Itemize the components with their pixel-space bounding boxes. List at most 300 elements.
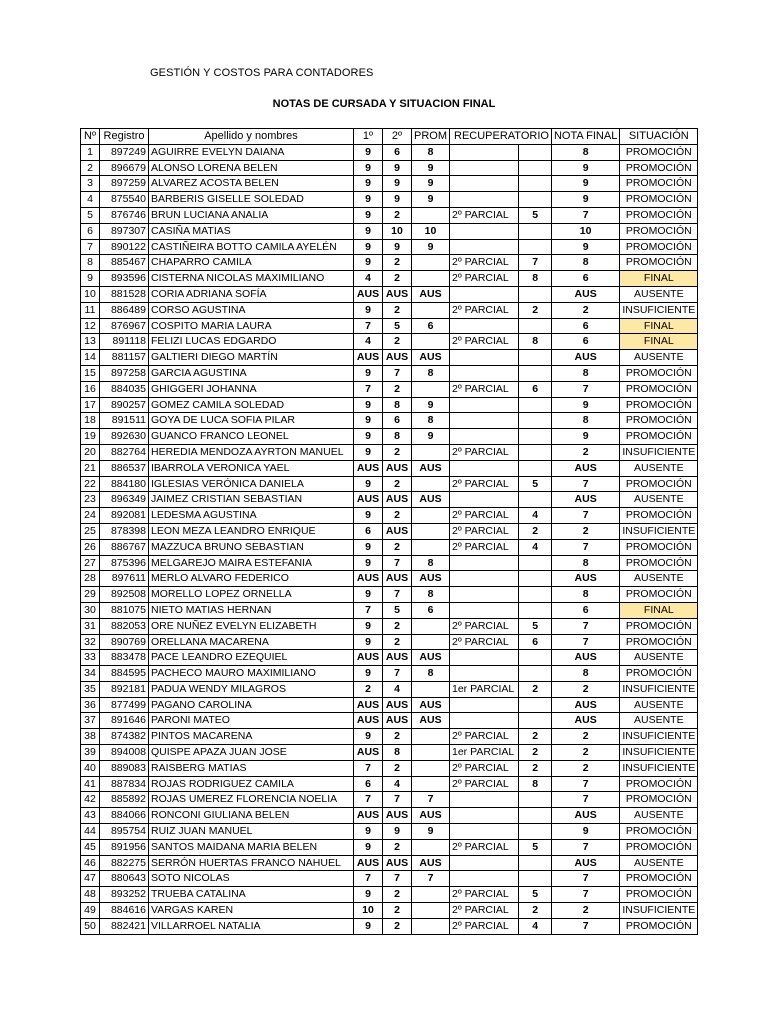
cell-recuperatorio-grade <box>519 666 552 682</box>
cell-prom: 8 <box>412 555 450 571</box>
cell-name: GALTIERI DIEGO MARTÍN <box>149 350 354 366</box>
cell-situacion: PROMOCIÓN <box>620 666 698 682</box>
cell-nota-final: 6 <box>551 318 619 334</box>
cell-name: GUANCO FRANCO LEONEL <box>149 429 354 445</box>
cell-registro: 891646 <box>100 713 149 729</box>
cell-registro: 874382 <box>100 729 149 745</box>
cell-recuperatorio-grade: 2 <box>519 745 552 761</box>
cell-second-grade: 2 <box>383 444 412 460</box>
cell-name: FELIZI LUCAS EDGARDO <box>149 334 354 350</box>
cell-second-grade: AUS <box>383 286 412 302</box>
cell-prom <box>412 444 450 460</box>
cell-situacion: PROMOCIÓN <box>620 824 698 840</box>
cell-first-grade: 9 <box>354 839 383 855</box>
header-registro: Registro <box>100 129 149 145</box>
cell-prom: 8 <box>412 666 450 682</box>
cell-prom: AUS <box>412 713 450 729</box>
cell-prom: 8 <box>412 365 450 381</box>
cell-recuperatorio: 2º PARCIAL <box>450 618 519 634</box>
table-row <box>81 855 698 871</box>
cell-registro: 893596 <box>100 271 149 287</box>
header-first-grade: 1º <box>354 129 383 145</box>
cell-prom <box>412 207 450 223</box>
cell-prom: 9 <box>412 160 450 176</box>
cell-registro: 881157 <box>100 350 149 366</box>
cell-situacion: FINAL <box>620 602 698 618</box>
cell-name: MELGAREJO MAIRA ESTEFANIA <box>149 555 354 571</box>
cell-recuperatorio-grade: 8 <box>519 271 552 287</box>
cell-nota-final: AUS <box>551 492 619 508</box>
cell-nota-final: 8 <box>551 555 619 571</box>
cell-name: CHAPARRO CAMILA <box>149 255 354 271</box>
cell-prom: 7 <box>412 792 450 808</box>
cell-recuperatorio <box>450 192 519 208</box>
cell-nota-final: 8 <box>551 255 619 271</box>
cell-recuperatorio <box>450 713 519 729</box>
cell-nota-final: 9 <box>551 429 619 445</box>
cell-recuperatorio: 2º PARCIAL <box>450 508 519 524</box>
cell-registro: 876746 <box>100 207 149 223</box>
cell-prom <box>412 681 450 697</box>
cell-prom <box>412 729 450 745</box>
cell-second-grade: 7 <box>383 555 412 571</box>
cell-recuperatorio-grade: 5 <box>519 618 552 634</box>
cell-registro: 883478 <box>100 650 149 666</box>
cell-second-grade: 4 <box>383 681 412 697</box>
cell-registro: 892181 <box>100 681 149 697</box>
cell-prom <box>412 776 450 792</box>
cell-second-grade: 9 <box>383 239 412 255</box>
cell-second-grade: 2 <box>383 539 412 555</box>
cell-number: 25 <box>81 523 100 539</box>
cell-nota-final: AUS <box>551 350 619 366</box>
cell-second-grade: 10 <box>383 223 412 239</box>
cell-first-grade: 2 <box>354 681 383 697</box>
cell-second-grade: 2 <box>383 508 412 524</box>
cell-number: 15 <box>81 365 100 381</box>
cell-second-grade: 5 <box>383 602 412 618</box>
cell-recuperatorio-grade: 4 <box>519 539 552 555</box>
cell-recuperatorio: 2º PARCIAL <box>450 444 519 460</box>
cell-recuperatorio: 2º PARCIAL <box>450 255 519 271</box>
table-row <box>81 207 698 223</box>
table-row <box>81 239 698 255</box>
cell-nota-final: 7 <box>551 207 619 223</box>
cell-prom <box>412 903 450 919</box>
cell-number: 8 <box>81 255 100 271</box>
cell-situacion: INSUFICIENTE <box>620 729 698 745</box>
cell-second-grade: 2 <box>383 634 412 650</box>
cell-situacion: FINAL <box>620 318 698 334</box>
cell-number: 21 <box>81 460 100 476</box>
cell-recuperatorio <box>450 602 519 618</box>
cell-registro: 878398 <box>100 523 149 539</box>
cell-number: 50 <box>81 918 100 934</box>
cell-number: 6 <box>81 223 100 239</box>
cell-recuperatorio <box>450 855 519 871</box>
cell-first-grade: 9 <box>354 207 383 223</box>
cell-nota-final: 7 <box>551 476 619 492</box>
cell-nota-final: 10 <box>551 223 619 239</box>
cell-recuperatorio <box>450 666 519 682</box>
cell-number: 10 <box>81 286 100 302</box>
table-row <box>81 918 698 934</box>
cell-second-grade: 8 <box>383 429 412 445</box>
header-nota-final: NOTA FINAL <box>551 129 619 145</box>
cell-recuperatorio-grade <box>519 555 552 571</box>
cell-first-grade: 9 <box>354 255 383 271</box>
cell-situacion: PROMOCIÓN <box>620 634 698 650</box>
cell-registro: 889083 <box>100 760 149 776</box>
cell-number: 18 <box>81 413 100 429</box>
cell-situacion: PROMOCIÓN <box>620 413 698 429</box>
cell-situacion: INSUFICIENTE <box>620 681 698 697</box>
cell-situacion: AUSENTE <box>620 650 698 666</box>
cell-prom <box>412 887 450 903</box>
cell-recuperatorio-grade <box>519 602 552 618</box>
cell-nota-final: AUS <box>551 650 619 666</box>
cell-first-grade: 9 <box>354 365 383 381</box>
cell-number: 30 <box>81 602 100 618</box>
cell-second-grade: 7 <box>383 666 412 682</box>
cell-situacion: PROMOCIÓN <box>620 871 698 887</box>
table-row <box>81 255 698 271</box>
cell-name: CASIÑA MATIAS <box>149 223 354 239</box>
cell-second-grade: 2 <box>383 207 412 223</box>
cell-first-grade: AUS <box>354 808 383 824</box>
cell-number: 20 <box>81 444 100 460</box>
table-row <box>81 397 698 413</box>
table-row <box>81 334 698 350</box>
cell-prom: AUS <box>412 460 450 476</box>
table-row <box>81 729 698 745</box>
table-row <box>81 745 698 761</box>
cell-registro: 891956 <box>100 839 149 855</box>
table-row <box>81 602 698 618</box>
cell-registro: 875540 <box>100 192 149 208</box>
cell-recuperatorio-grade: 5 <box>519 887 552 903</box>
table-row <box>81 176 698 192</box>
cell-second-grade: 9 <box>383 192 412 208</box>
table-row <box>81 792 698 808</box>
cell-nota-final: 7 <box>551 871 619 887</box>
cell-first-grade: 9 <box>354 555 383 571</box>
cell-number: 31 <box>81 618 100 634</box>
table-row <box>81 871 698 887</box>
cell-registro: 897258 <box>100 365 149 381</box>
cell-nota-final: 8 <box>551 413 619 429</box>
cell-recuperatorio: 2º PARCIAL <box>450 207 519 223</box>
table-row <box>81 666 698 682</box>
cell-nota-final: AUS <box>551 713 619 729</box>
cell-name: SERRÓN HUERTAS FRANCO NAHUEL <box>149 855 354 871</box>
cell-nota-final: 7 <box>551 792 619 808</box>
cell-first-grade: AUS <box>354 650 383 666</box>
cell-number: 5 <box>81 207 100 223</box>
table-row <box>81 144 698 160</box>
cell-recuperatorio <box>450 286 519 302</box>
table-header-row <box>81 129 698 145</box>
cell-recuperatorio <box>450 350 519 366</box>
table-row <box>81 618 698 634</box>
cell-name: PARONI MATEO <box>149 713 354 729</box>
cell-recuperatorio-grade <box>519 871 552 887</box>
cell-registro: 894008 <box>100 745 149 761</box>
cell-prom <box>412 255 450 271</box>
cell-first-grade: 9 <box>354 176 383 192</box>
cell-registro: 890769 <box>100 634 149 650</box>
cell-name: PINTOS MACARENA <box>149 729 354 745</box>
cell-number: 41 <box>81 776 100 792</box>
cell-recuperatorio-grade: 2 <box>519 302 552 318</box>
cell-first-grade: 9 <box>354 144 383 160</box>
cell-recuperatorio-grade <box>519 855 552 871</box>
cell-recuperatorio <box>450 429 519 445</box>
cell-first-grade: 9 <box>354 634 383 650</box>
cell-first-grade: 7 <box>354 760 383 776</box>
cell-nota-final: 8 <box>551 365 619 381</box>
cell-number: 2 <box>81 160 100 176</box>
header-number: Nº <box>81 129 100 145</box>
cell-prom <box>412 634 450 650</box>
cell-recuperatorio-grade <box>519 697 552 713</box>
cell-number: 12 <box>81 318 100 334</box>
cell-recuperatorio-grade: 8 <box>519 776 552 792</box>
table-row <box>81 460 698 476</box>
cell-number: 27 <box>81 555 100 571</box>
cell-registro: 897249 <box>100 144 149 160</box>
cell-first-grade: 6 <box>354 776 383 792</box>
cell-number: 42 <box>81 792 100 808</box>
cell-recuperatorio-grade <box>519 318 552 334</box>
cell-first-grade: 4 <box>354 271 383 287</box>
cell-recuperatorio-grade <box>519 429 552 445</box>
cell-nota-final: 8 <box>551 587 619 603</box>
header-prom: PROM <box>412 129 450 145</box>
cell-situacion: PROMOCIÓN <box>620 792 698 808</box>
cell-number: 19 <box>81 429 100 445</box>
cell-name: IBARROLA VERONICA YAEL <box>149 460 354 476</box>
cell-recuperatorio-grade: 2 <box>519 729 552 745</box>
cell-recuperatorio-grade <box>519 492 552 508</box>
cell-prom: 8 <box>412 144 450 160</box>
cell-recuperatorio-grade <box>519 350 552 366</box>
cell-nota-final: 7 <box>551 508 619 524</box>
cell-registro: 897307 <box>100 223 149 239</box>
cell-second-grade: AUS <box>383 571 412 587</box>
cell-number: 40 <box>81 760 100 776</box>
cell-registro: 886767 <box>100 539 149 555</box>
cell-recuperatorio-grade <box>519 239 552 255</box>
cell-recuperatorio <box>450 824 519 840</box>
cell-second-grade: AUS <box>383 713 412 729</box>
cell-nota-final: 2 <box>551 302 619 318</box>
cell-recuperatorio-grade <box>519 460 552 476</box>
cell-recuperatorio <box>450 697 519 713</box>
cell-prom: 9 <box>412 397 450 413</box>
cell-first-grade: 7 <box>354 381 383 397</box>
cell-prom <box>412 618 450 634</box>
cell-situacion: INSUFICIENTE <box>620 302 698 318</box>
cell-second-grade: AUS <box>383 697 412 713</box>
cell-nota-final: 2 <box>551 760 619 776</box>
cell-first-grade: 9 <box>354 476 383 492</box>
cell-name: GOYA DE LUCA SOFIA PILAR <box>149 413 354 429</box>
cell-recuperatorio-grade: 6 <box>519 634 552 650</box>
table-row <box>81 650 698 666</box>
cell-situacion: AUSENTE <box>620 571 698 587</box>
cell-recuperatorio-grade: 2 <box>519 903 552 919</box>
cell-name: ALONSO LORENA BELEN <box>149 160 354 176</box>
cell-second-grade: 4 <box>383 776 412 792</box>
cell-second-grade: 6 <box>383 413 412 429</box>
cell-first-grade: AUS <box>354 697 383 713</box>
cell-recuperatorio <box>450 176 519 192</box>
table-row <box>81 555 698 571</box>
cell-first-grade: 9 <box>354 729 383 745</box>
cell-second-grade: 2 <box>383 887 412 903</box>
cell-prom <box>412 381 450 397</box>
cell-second-grade: 2 <box>383 381 412 397</box>
cell-recuperatorio <box>450 808 519 824</box>
table-row <box>81 444 698 460</box>
cell-situacion: PROMOCIÓN <box>620 255 698 271</box>
table-row <box>81 271 698 287</box>
cell-second-grade: 7 <box>383 792 412 808</box>
cell-first-grade: 9 <box>354 539 383 555</box>
cell-registro: 885467 <box>100 255 149 271</box>
cell-second-grade: AUS <box>383 492 412 508</box>
cell-first-grade: 7 <box>354 871 383 887</box>
cell-situacion: PROMOCIÓN <box>620 508 698 524</box>
cell-registro: 884595 <box>100 666 149 682</box>
cell-first-grade: 9 <box>354 887 383 903</box>
cell-recuperatorio-grade <box>519 824 552 840</box>
cell-registro: 875396 <box>100 555 149 571</box>
cell-nota-final: 2 <box>551 523 619 539</box>
cell-situacion: AUSENTE <box>620 808 698 824</box>
cell-registro: 882053 <box>100 618 149 634</box>
cell-nota-final: 7 <box>551 887 619 903</box>
cell-number: 17 <box>81 397 100 413</box>
header-apellido-nombres: Apellido y nombres <box>149 129 354 145</box>
cell-name: VILLARROEL NATALIA <box>149 918 354 934</box>
cell-second-grade: 9 <box>383 824 412 840</box>
cell-prom: AUS <box>412 571 450 587</box>
cell-registro: 896349 <box>100 492 149 508</box>
cell-recuperatorio-grade <box>519 176 552 192</box>
cell-situacion: PROMOCIÓN <box>620 239 698 255</box>
cell-registro: 890122 <box>100 239 149 255</box>
cell-number: 23 <box>81 492 100 508</box>
cell-second-grade: 2 <box>383 839 412 855</box>
table-row <box>81 318 698 334</box>
table-row <box>81 350 698 366</box>
table-row <box>81 302 698 318</box>
cell-registro: 882275 <box>100 855 149 871</box>
cell-first-grade: 9 <box>354 160 383 176</box>
cell-nota-final: 2 <box>551 729 619 745</box>
cell-name: GHIGGERI JOHANNA <box>149 381 354 397</box>
cell-nota-final: 9 <box>551 160 619 176</box>
cell-nota-final: 6 <box>551 334 619 350</box>
cell-second-grade: AUS <box>383 523 412 539</box>
cell-recuperatorio: 2º PARCIAL <box>450 887 519 903</box>
cell-registro: 891511 <box>100 413 149 429</box>
grades-table-body <box>81 144 698 934</box>
table-row <box>81 492 698 508</box>
cell-number: 7 <box>81 239 100 255</box>
table-row <box>81 903 698 919</box>
table-row <box>81 192 698 208</box>
cell-situacion: INSUFICIENTE <box>620 523 698 539</box>
table-row <box>81 476 698 492</box>
table-row <box>81 839 698 855</box>
cell-nota-final: 2 <box>551 681 619 697</box>
cell-recuperatorio: 2º PARCIAL <box>450 918 519 934</box>
cell-second-grade: 2 <box>383 618 412 634</box>
cell-registro: 884066 <box>100 808 149 824</box>
cell-name: MAZZUCA BRUNO SEBASTIAN <box>149 539 354 555</box>
cell-prom: AUS <box>412 286 450 302</box>
cell-nota-final: 7 <box>551 618 619 634</box>
cell-name: LEDESMA AGUSTINA <box>149 508 354 524</box>
cell-name: ROJAS RODRIGUEZ CAMILA <box>149 776 354 792</box>
cell-recuperatorio-grade: 5 <box>519 476 552 492</box>
cell-recuperatorio-grade <box>519 192 552 208</box>
cell-first-grade: 9 <box>354 444 383 460</box>
cell-situacion: PROMOCIÓN <box>620 539 698 555</box>
cell-situacion: PROMOCIÓN <box>620 397 698 413</box>
cell-recuperatorio-grade <box>519 571 552 587</box>
cell-recuperatorio-grade: 7 <box>519 255 552 271</box>
cell-first-grade: 7 <box>354 318 383 334</box>
cell-second-grade: AUS <box>383 350 412 366</box>
cell-nota-final: 7 <box>551 918 619 934</box>
cell-nota-final: 7 <box>551 776 619 792</box>
cell-name: PACHECO MAURO MAXIMILIANO <box>149 666 354 682</box>
cell-recuperatorio: 2º PARCIAL <box>450 903 519 919</box>
cell-recuperatorio-grade: 5 <box>519 839 552 855</box>
cell-second-grade: 2 <box>383 903 412 919</box>
cell-first-grade: 7 <box>354 792 383 808</box>
table-row <box>81 681 698 697</box>
cell-name: NIETO MATIAS HERNAN <box>149 602 354 618</box>
cell-situacion: AUSENTE <box>620 286 698 302</box>
cell-situacion: PROMOCIÓN <box>620 618 698 634</box>
cell-name: GARCIA AGUSTINA <box>149 365 354 381</box>
cell-first-grade: AUS <box>354 492 383 508</box>
cell-situacion: PROMOCIÓN <box>620 776 698 792</box>
cell-situacion: PROMOCIÓN <box>620 918 698 934</box>
cell-first-grade: AUS <box>354 855 383 871</box>
cell-second-grade: 2 <box>383 476 412 492</box>
cell-first-grade: 9 <box>354 824 383 840</box>
cell-registro: 895754 <box>100 824 149 840</box>
cell-number: 9 <box>81 271 100 287</box>
cell-number: 13 <box>81 334 100 350</box>
cell-name: ORE NUÑEZ EVELYN ELIZABETH <box>149 618 354 634</box>
cell-first-grade: 9 <box>354 918 383 934</box>
cell-recuperatorio-grade <box>519 792 552 808</box>
cell-first-grade: 9 <box>354 397 383 413</box>
cell-recuperatorio-grade: 6 <box>519 381 552 397</box>
cell-registro: 897611 <box>100 571 149 587</box>
cell-second-grade: 2 <box>383 255 412 271</box>
cell-recuperatorio <box>450 871 519 887</box>
cell-registro: 882764 <box>100 444 149 460</box>
cell-second-grade: 7 <box>383 871 412 887</box>
